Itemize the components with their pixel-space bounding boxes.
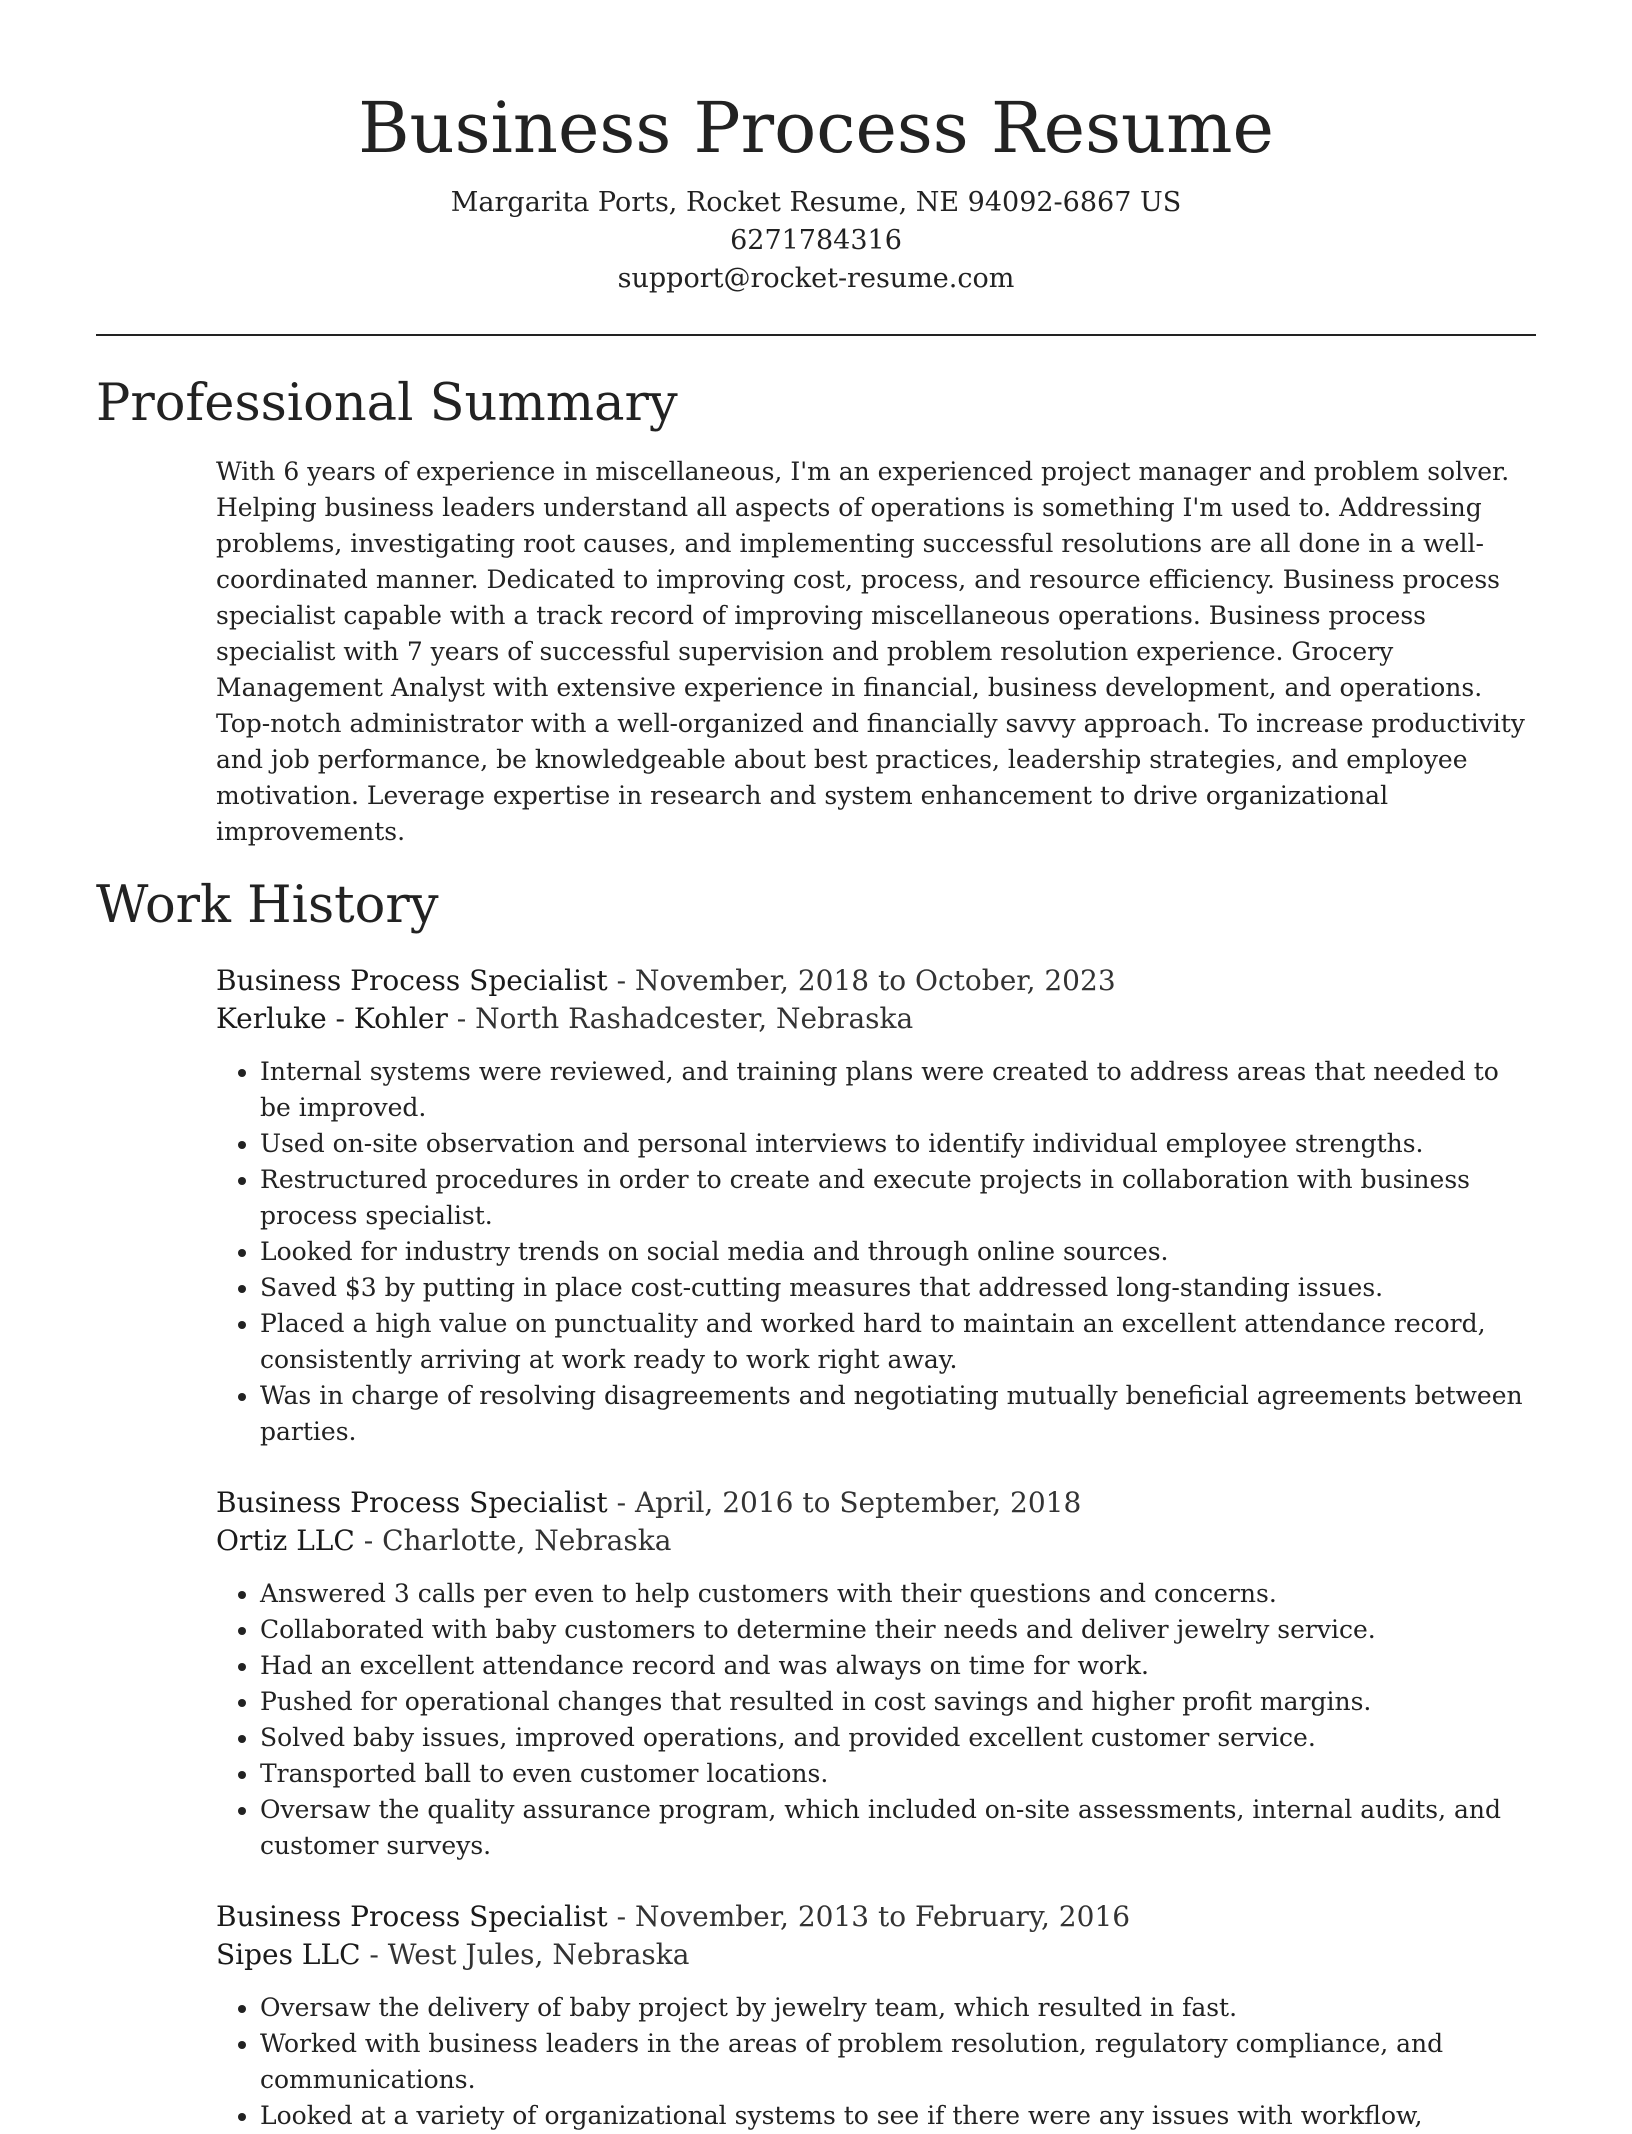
header-divider (96, 334, 1536, 336)
work-history-heading: Work History (96, 876, 439, 935)
job-bullet: • Transported ball to even customer locations. (260, 1756, 1536, 1792)
job-company: Kerluke - Kohler (216, 1002, 448, 1035)
job-title: Business Process Specialist (216, 1900, 608, 1933)
summary-text: With 6 years of experience in miscellaneous, I'm an experienced project manager and problem solver. Helping business leaders understand all aspects of operations is something I'm used to. Addressing problems, investigating root causes, and implementing successful resolutions are all done in a well-coordinated manner. Dedicated to improving cost, process, and resource efficiency. Business process specialist capable with a track record of improving miscellaneous operations. Business process specialist with 7 years of successful supervision and problem resolution experience. Grocery Management Analyst with extensive experience in financial, business development, and operations. Top-notch administrator with a well-organized and financially savvy approach. To increase productivity and job performance, be knowledgeable about best practices, leadership strategies, and employee motivation. Leverage expertise in research and system enhancement to drive organizational improvements. (216, 457, 1525, 846)
job-entry (216, 962, 1536, 1450)
contact-email: support@rocket-resume.com (617, 263, 1015, 294)
job-bullet: • Looked at a variety of organizational systems to see if there were any issues with workflow, (260, 2098, 1536, 2134)
job-bullet: • Solved baby issues, improved operations, and provided excellent customer service. (260, 1720, 1536, 1756)
job-bullet: • Saved $3 by putting in place cost-cutting measures that addressed long-standing issues. (260, 1270, 1536, 1306)
job-company: Sipes LLC (216, 1938, 361, 1971)
summary-heading: Professional Summary (96, 374, 678, 433)
job-title-line: Business Process Specialist - November, 2018 to October, 2023 (216, 964, 1116, 997)
job-bullet: • Oversaw the quality assurance program, which included on-site assessments, internal audits, and customer surveys. (260, 1792, 1536, 1864)
job-bullet: • Had an excellent attendance record and was always on time for work. (260, 1648, 1536, 1684)
job-entry (216, 1484, 1536, 1864)
job-company-line: Sipes LLC - West Jules, Nebraska (216, 1938, 690, 1971)
job-dates: November, 2013 to February, 2016 (634, 1900, 1131, 1933)
job-company: Ortiz LLC (216, 1524, 355, 1557)
job-entry (216, 1898, 1536, 2134)
job-bullet-list (216, 1054, 1536, 1450)
job-bullet: • Restructured procedures in order to create and execute projects in collaboration with business process specialist. (260, 1162, 1536, 1234)
job-dates: April, 2016 to September, 2018 (634, 1486, 1082, 1519)
job-title: Business Process Specialist (216, 964, 608, 997)
job-title-line: Business Process Specialist - April, 2016 to September, 2018 (216, 1486, 1082, 1519)
job-company-line: Ortiz LLC - Charlotte, Nebraska (216, 1524, 672, 1557)
job-dates: November, 2018 to October, 2023 (634, 964, 1116, 997)
contact-address: Margarita Ports, Rocket Resume, NE 94092-6867 US (450, 187, 1182, 218)
job-title: Business Process Specialist (216, 1486, 608, 1519)
job-bullet: • Used on-site observation and personal interviews to identify individual employee strengths. (260, 1126, 1536, 1162)
job-bullet: • Internal systems were reviewed, and training plans were created to address areas that needed to be improved. (260, 1054, 1536, 1126)
job-bullet: • Looked for industry trends on social media and through online sources. (260, 1234, 1536, 1270)
job-location: Charlotte, Nebraska (382, 1524, 672, 1557)
job-location: North Rashadcester, Nebraska (475, 1002, 914, 1035)
job-bullet-list (216, 1576, 1536, 1864)
contact-block (96, 184, 1536, 298)
job-bullet: • Placed a high value on punctuality and worked hard to maintain an excellent attendance record, consistently arriving at work ready to work right away. (260, 1306, 1536, 1378)
job-bullet: • Oversaw the delivery of baby project by jewelry team, which resulted in fast. (260, 1990, 1536, 2026)
job-bullet: • Was in charge of resolving disagreements and negotiating mutually beneficial agreements between parties. (260, 1378, 1536, 1450)
job-bullet: • Worked with business leaders in the areas of problem resolution, regulatory compliance, and communications. (260, 2026, 1536, 2098)
job-bullet: • Pushed for operational changes that resulted in cost savings and higher profit margins. (260, 1684, 1536, 1720)
job-bullet: • Answered 3 calls per even to help customers with their questions and concerns. (260, 1576, 1536, 1612)
contact-phone: 6271784316 (730, 225, 902, 256)
job-bullet-list (216, 1990, 1536, 2134)
job-title-line: Business Process Specialist - November, 2013 to February, 2016 (216, 1900, 1131, 1933)
resume-title: Business Process Resume (358, 87, 1274, 169)
job-company-line: Kerluke - Kohler - North Rashadcester, Nebraska (216, 1002, 914, 1035)
job-bullet: • Collaborated with baby customers to determine their needs and deliver jewelry service. (260, 1612, 1536, 1648)
job-location: West Jules, Nebraska (387, 1938, 690, 1971)
resume-header (96, 0, 1536, 298)
